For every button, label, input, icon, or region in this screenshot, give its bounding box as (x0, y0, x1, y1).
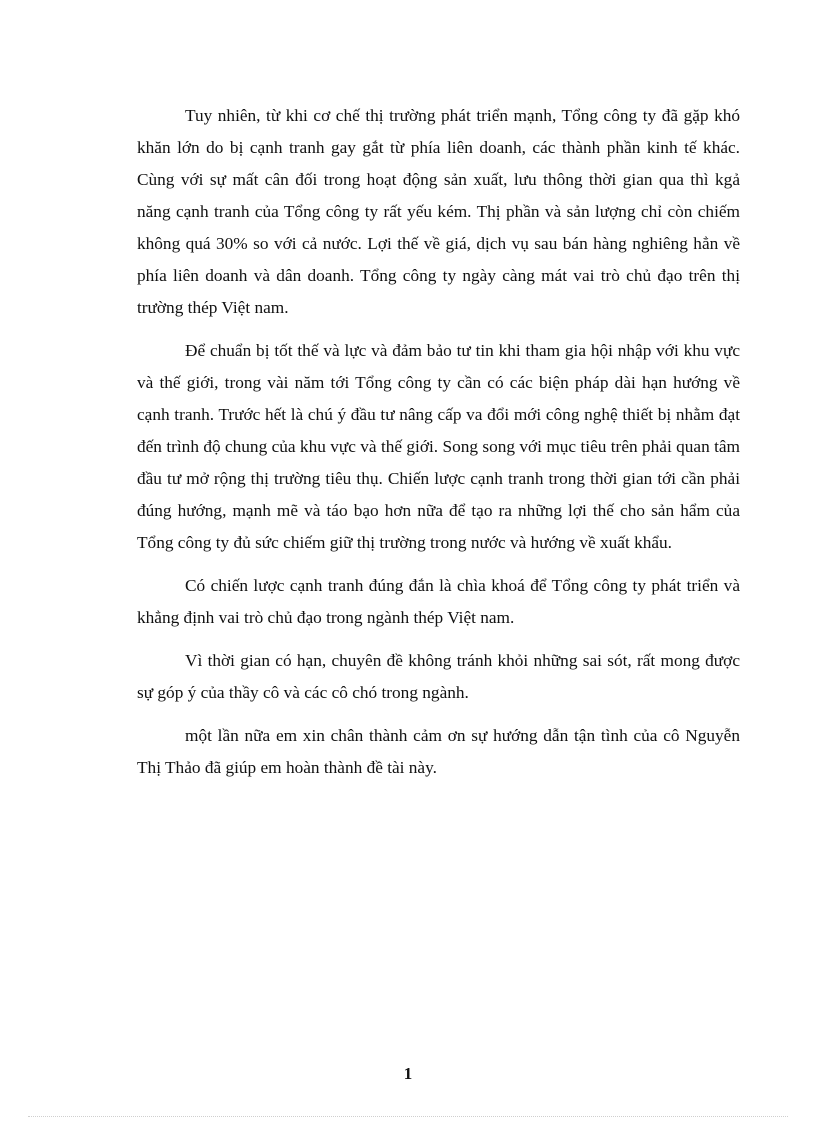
paragraph-3: Có chiến lược cạnh tranh đúng đắn là chìa khoá để Tổng công ty phát triển và khẳng định vai trò chủ đạo trong ngành thép Việt nam. (137, 576, 740, 627)
page-number: 1 (403, 1064, 413, 1083)
paragraph-1: Tuy nhiên, từ khi cơ chế thị trường phát triển mạnh, Tổng công ty đã gặp khó khăn lớn do bị cạnh tranh gay gắt từ phía liên doanh, các thành phần kinh tế khác. Cùng với sự mất cân đối trong hoạt động sản xuất, lưu thông thời gian qua thì kgả năng cạnh tranh của Tổng công ty rất yếu kém. Thị phần và sản lượng chỉ còn chiếm không quá 30% so với cả nước. Lợi thế về giá, dịch vụ sau bán hàng nghiêng hẳn về phía liên doanh và dân doanh. Tổng công ty ngày càng mát vai trò chủ đạo trên thị trường thép Việt nam. (137, 106, 740, 317)
paragraph-4: Vì thời gian có hạn, chuyên đề không tránh khỏi những sai sót, rất mong được sự góp ý của thầy cô và các cô chó trong ngành. (137, 651, 740, 702)
paragraph-2: Để chuẩn bị tốt thế và lực và đảm bảo tư tin khi tham gia hội nhập với khu vực và thế giới, trong vài năm tới Tổng công ty cần có các biện pháp dài hạn hướng về cạnh tranh. Trước hết là chú ý đầu tư nâng cấp va đổi mới công nghệ thiết bị nhằm đạt đến trình độ chung của khu vực và thế giới. Song song với mục tiêu trên phải quan tâm đầu tư mở rộng thị trường tiêu thụ. Chiến lược cạnh tranh trong thời gian tới cần phải đúng hướng, mạnh mẽ và táo bạo hơn nữa để tạo ra những lợi thế cho sản hẩm của Tổng công ty đủ sức chiếm giữ thị trường trong nước và hướng về xuất khẩu. (137, 341, 740, 552)
body-text (137, 100, 740, 795)
page-bottom-divider (28, 1116, 788, 1117)
paragraph-5: một lần nữa em xin chân thành cảm ơn sự hướng dẫn tận tình của cô Nguyễn Thị Thảo đã giúp em hoàn thành đề tài này. (137, 726, 740, 777)
